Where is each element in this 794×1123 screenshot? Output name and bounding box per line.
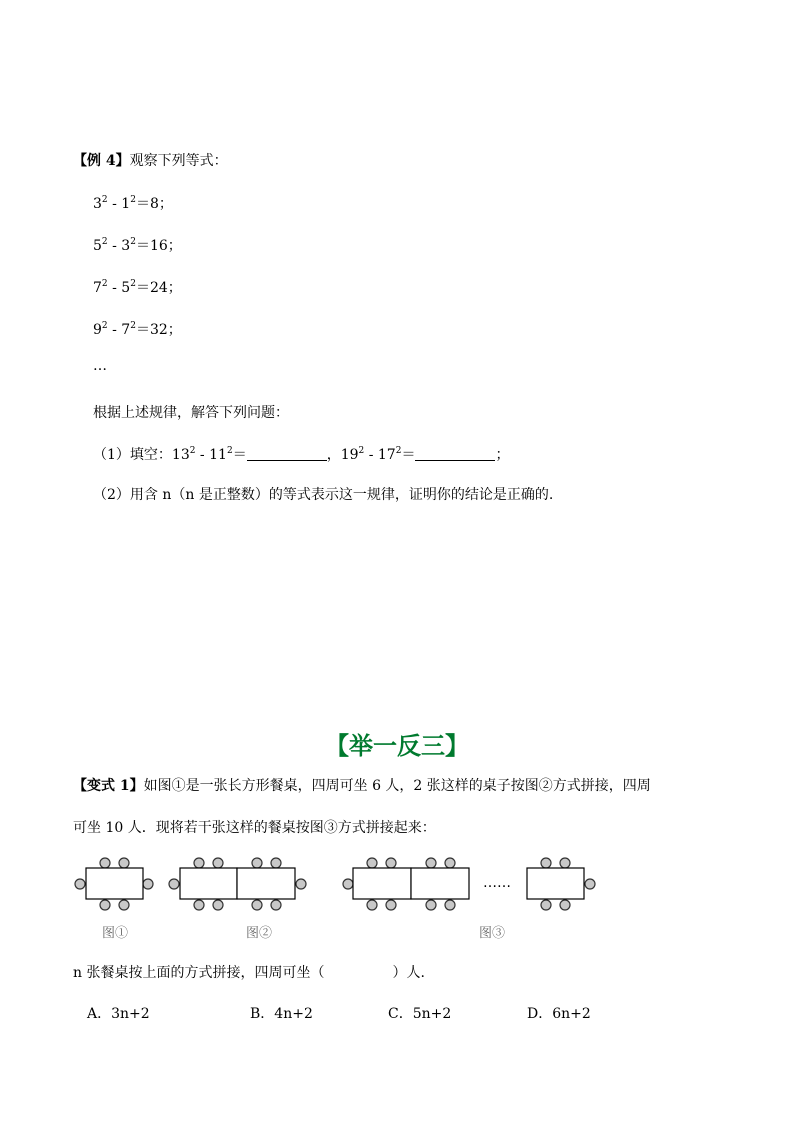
equation-2: $5^2 - 3^2=16$；	[93, 237, 182, 254]
variant-line-1: 【变式 1】如图①是一张长方形餐桌，四周可坐 6 人，2 张这样的桌子按图②方式拼接，四周	[73, 778, 651, 794]
equation-1: $3^2 - 1^2=8$；	[93, 195, 173, 212]
figure-label-3: 图③	[479, 926, 506, 941]
table-rect	[353, 868, 411, 899]
example-intro: 观察下列等式：	[129, 153, 228, 169]
question-2: （2）用含 n（n 是正整数）的等式表示这一规律，证明你的结论是正确的.	[93, 487, 554, 503]
table-rect	[527, 868, 584, 899]
example-heading	[73, 150, 228, 170]
ellipsis: …	[93, 358, 107, 374]
instruction: 根据上述规律，解答下列问题：	[93, 405, 289, 421]
variant-question: n 张餐桌按上面的方式拼接，四周可坐（ ）人.	[73, 965, 425, 981]
option-a[interactable]: A．3n+2	[87, 1006, 150, 1022]
variant-line-2: 可坐 10 人．现将若干张这样的餐桌按图③方式拼接起来：	[73, 820, 436, 836]
figure-label-1: 图①	[102, 926, 129, 941]
figure-dots: ……	[483, 875, 511, 891]
figure-label-2: 图②	[246, 926, 273, 941]
question-1: （1）填空：$13^2 - 11^2=$ ，$19^2 - 17^2=$ ；	[93, 446, 510, 463]
table-rect	[411, 868, 469, 899]
section-title: 【举一反三】	[325, 732, 469, 760]
variant-tag: 【变式 1】	[73, 778, 144, 794]
equation-3: $7^2 - 5^2=24$；	[93, 279, 182, 296]
answer-blank-1[interactable]	[247, 446, 327, 461]
example-tag: 【例 4】	[73, 153, 130, 169]
option-d[interactable]: D．6n+2	[527, 1006, 591, 1022]
answer-blank-2[interactable]	[415, 446, 495, 461]
tables-figure	[0, 850, 794, 920]
equation-4: $9^2 - 7^2=32$；	[93, 321, 182, 338]
option-b[interactable]: B．4n+2	[250, 1006, 313, 1022]
option-c[interactable]: C．5n+2	[388, 1006, 452, 1022]
table-rect	[86, 868, 143, 899]
table-rect	[180, 868, 237, 899]
table-rect	[237, 868, 295, 899]
